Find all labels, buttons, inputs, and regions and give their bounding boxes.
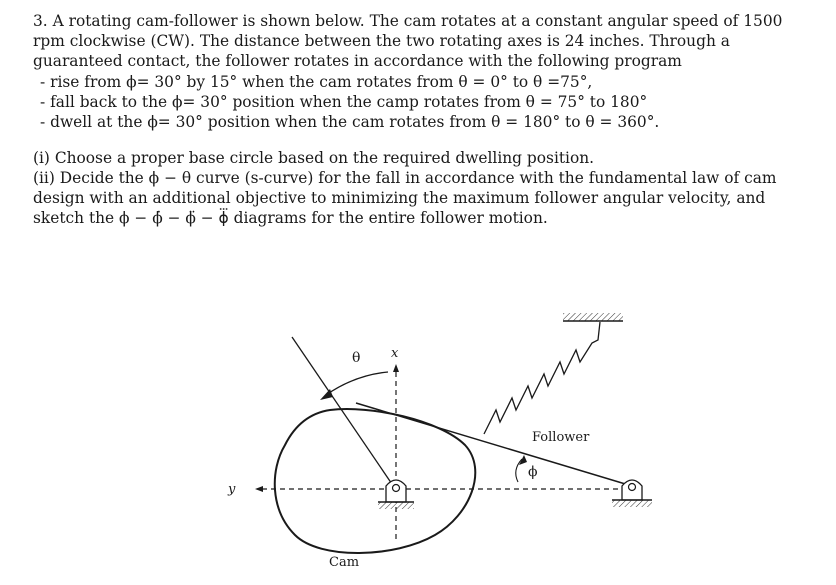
theta-reference-line: [292, 337, 396, 490]
y-axis-arrow: [255, 486, 263, 492]
intro-line-1: 3. A rotating cam-follower is shown below. The cam rotates at a constant angular speed of 1500: [33, 12, 783, 30]
theta-label: θ: [352, 350, 361, 366]
task-line-3: design with an additional objective to minimizing the maximum follower angular velocity, and: [33, 189, 766, 207]
program-line-dwell: - dwell at the ϕ= 30° position when the cam rotates from θ = 180° to θ = 360°.: [40, 113, 660, 131]
intro-line-2: rpm clockwise (CW). The distance between the two rotating axes is 24 inches. Through a: [33, 32, 730, 50]
y-axis-label: y: [228, 482, 236, 497]
theta-arrow-head: [320, 389, 333, 400]
theta-arc-arrow: [326, 372, 388, 395]
phi-arrow-head: [519, 455, 527, 465]
follower-pivot-support: [612, 480, 652, 507]
follower-label: Follower: [532, 430, 590, 445]
program-line-fall: - fall back to the ϕ= 30° position when the camp rotates from θ = 75° to 180°: [40, 93, 648, 111]
return-spring: [484, 322, 600, 434]
x-axis-label: x: [391, 346, 399, 361]
spring-ground: [563, 313, 623, 321]
task-line-4: sketch the ϕ − ϕ̇ − ϕ̈ − ϕ⃛ diagrams for the entire follower motion.: [33, 209, 548, 227]
cam-profile: [275, 409, 476, 553]
x-axis-arrow: [393, 364, 399, 372]
cam-label: Cam: [329, 555, 360, 570]
cam-pivot-support: [378, 480, 414, 509]
program-line-rise: - rise from ϕ= 30° by 15° when the cam rotates from θ = 0° to θ =75°,: [40, 73, 593, 91]
task-line-2: (ii) Decide the ϕ − θ curve (s-curve) for the fall in accordance with the fundamental law of cam: [33, 169, 777, 187]
intro-line-3: guaranteed contact, the follower rotates in accordance with the following program: [33, 52, 682, 70]
phi-label: ϕ: [528, 464, 538, 480]
task-line-1: (i) Choose a proper base circle based on the required dwelling position.: [33, 149, 595, 167]
